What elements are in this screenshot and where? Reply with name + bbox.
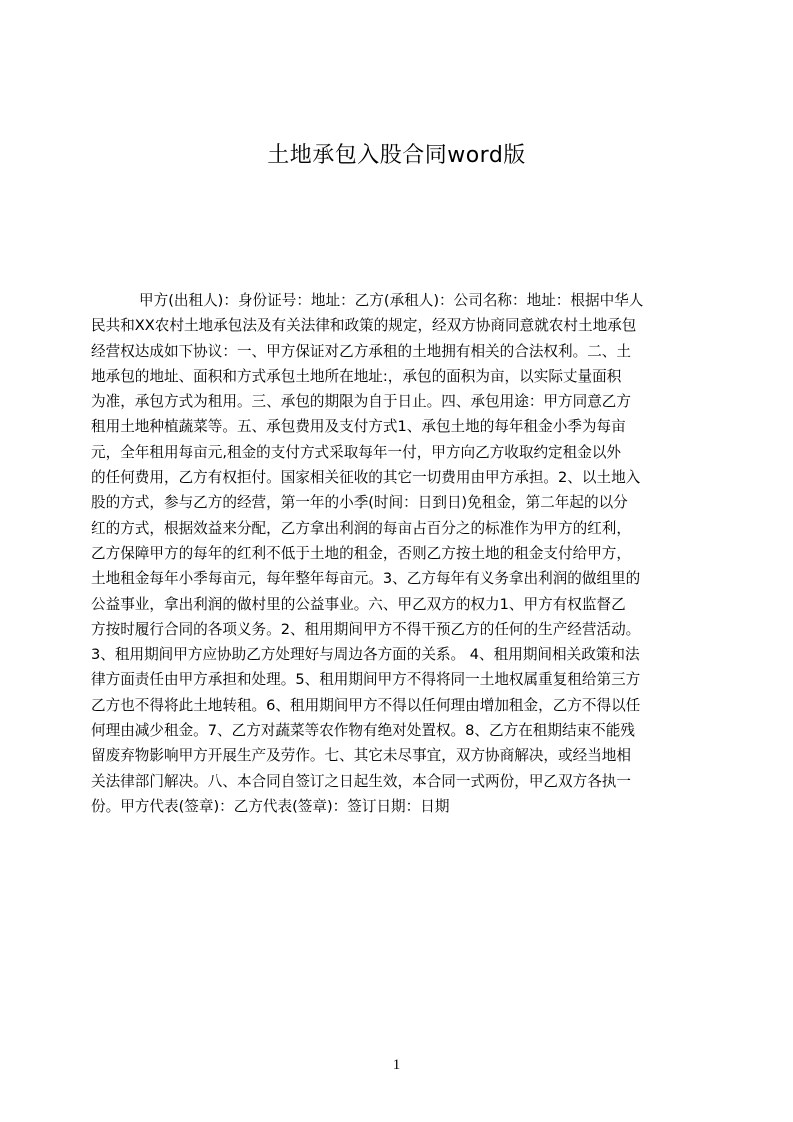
body-line: 经营权达成如下协议：一、甲方保证对乙方承租的土地拥有相关的合法权利。二、土 [91, 342, 631, 360]
body-line: 律方面责任由甲方承担和处理。5、租用期间甲方不得将同一土地权属重复租给第三方 [91, 671, 641, 689]
body-line: 地承包的地址、面积和方式承包土地所在地址:，承包的面积为亩，以实际丈量面积 [91, 367, 622, 385]
body-line: 乙方保障甲方的每年的红利不低于土地的租金，否则乙方按土地的租金支付给甲方， [91, 544, 631, 562]
document-title: 土地承包入股合同word版 [267, 143, 526, 168]
body-line: 土地租金每年小季每亩元，每年整年每亩元。3、乙方每年有义务拿出利润的做组里的 [91, 570, 641, 588]
body-line: 红的方式，根据效益来分配，乙方拿出利润的每亩占百分之的标准作为甲方的红利， [91, 519, 631, 537]
body-line: 留废弃物影响甲方开展生产及劳作。七、其它未尽事宜，双方协商解决，或经当地相 [91, 747, 631, 765]
body-line: 乙方也不得将此土地转租。6、租用期间甲方不得以任何理由增加租金，乙方不得以任 [91, 696, 641, 714]
body-line: 方按时履行合同的各项义务。2、租用期间甲方不得干预乙方的任何的生产经营活动。 [91, 620, 641, 638]
body-line: 公益事业，拿出利润的做村里的公益事业。六、甲乙双方的权力1、甲方有权监督乙 [91, 595, 626, 613]
page-number: 1 [392, 1057, 401, 1073]
body-line: 份。甲方代表(签章)：乙方代表(签章)：签订日期：日期 [91, 797, 450, 815]
body-line: 的任何费用，乙方有权拒付。国家相关征收的其它一切费用由甲方承担。2、以土地入 [91, 469, 641, 487]
body-line: 甲方(出租人)：身份证号：地址：乙方(承租人)：公司名称：地址：根据中华人 [139, 292, 644, 309]
body-line: 3、租用期间甲方应协助乙方处理好与周边各方面的关系。 4、租用期间相关政策和法 [91, 646, 640, 664]
contract-body [91, 288, 711, 848]
body-line: 关法律部门解决。八、本合同自签订之日起生效，本合同一式两份，甲乙双方各执一 [91, 772, 631, 790]
body-line: 租用土地种植蔬菜等。五、承包费用及支付方式1、承包土地的每年租金小季为每亩 [91, 418, 626, 436]
body-line: 股的方式，参与乙方的经营，第一年的小季(时间：日到日)免租金，第二年起的以分 [91, 494, 628, 512]
body-line: 元，全年租用每亩元,租金的支付方式采取每年一付，甲方向乙方收取约定租金以外 [91, 443, 622, 461]
body-line: 何理由减少租金。7、乙方对蔬菜等农作物有绝对处置权。8、乙方在租期结束不能残 [91, 722, 635, 740]
body-line: 为准，承包方式为租用。三、承包的期限为自于日止。四、承包用途：甲方同意乙方 [91, 393, 631, 411]
body-line: 民共和XX农村土地承包法及有关法律和政策的规定，经双方协商同意就农村土地承包 [91, 317, 637, 335]
